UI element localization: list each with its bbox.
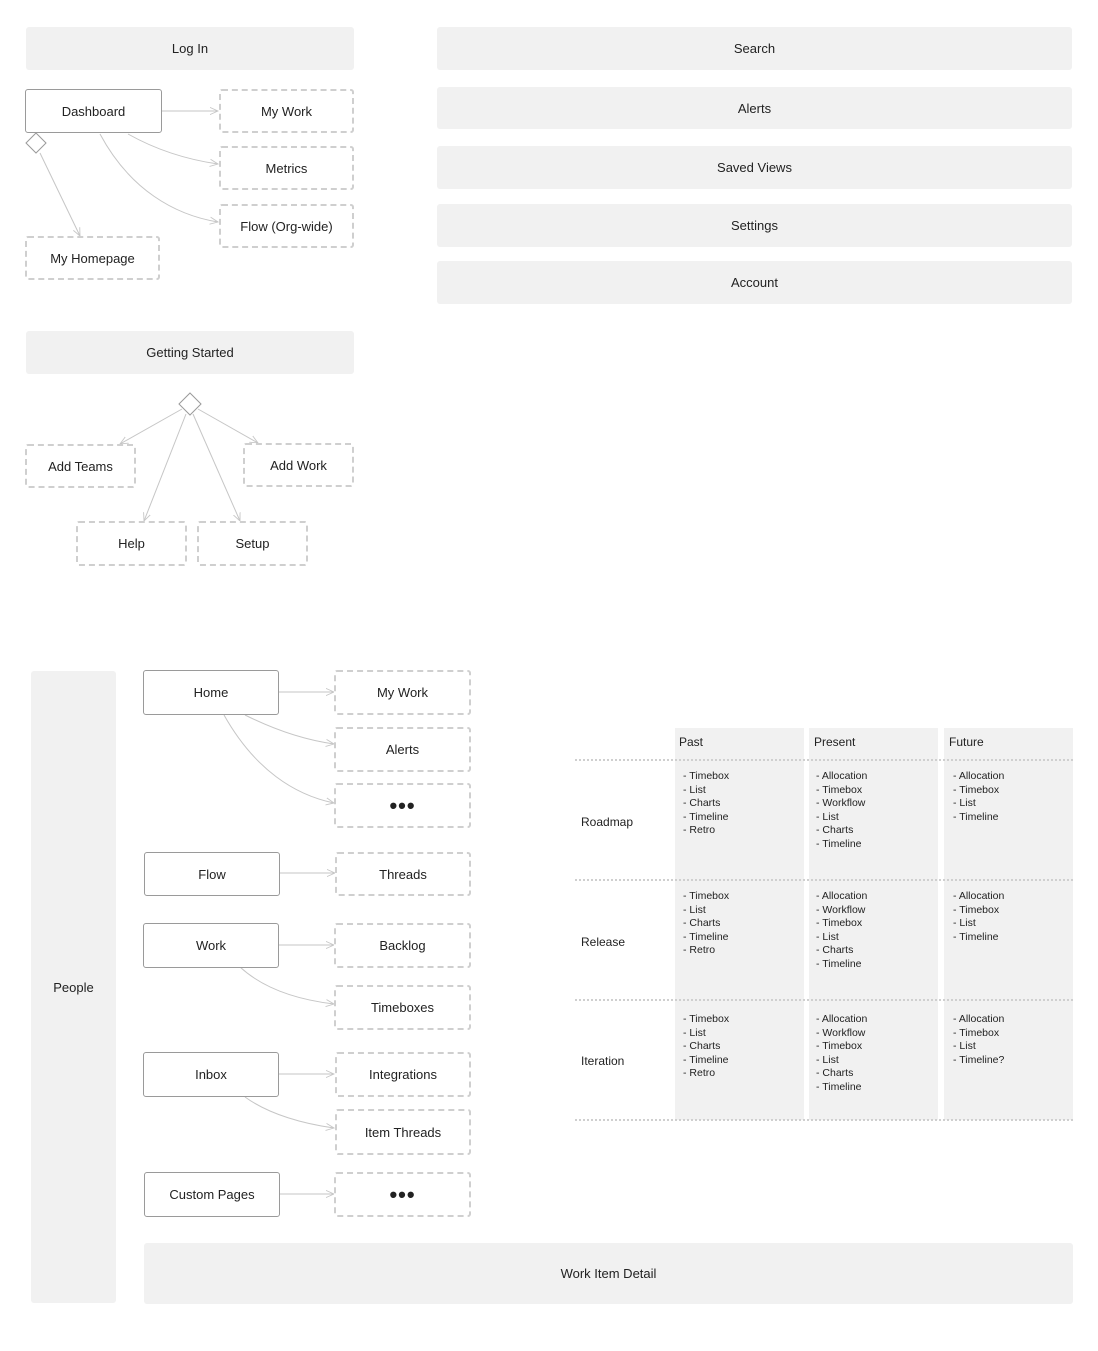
backlog-label: Backlog xyxy=(379,938,426,953)
matrix-divider xyxy=(575,759,1073,761)
alerts-label: Alerts xyxy=(737,100,772,116)
row-label-roadmap: Roadmap xyxy=(581,815,634,829)
add-teams-node xyxy=(25,444,136,488)
my-work-label: My Work xyxy=(260,103,313,119)
home-alerts-label: Alerts xyxy=(385,742,420,757)
add-teams-label: Add Teams xyxy=(48,458,113,474)
row-label-iteration: Iteration xyxy=(581,1054,625,1068)
matrix-cell-iteration-present: - Allocation - Workflow - Timebox - List - Charts - Timeline xyxy=(816,1013,868,1093)
row-label-release: Release xyxy=(581,935,626,949)
alerts-node xyxy=(437,87,1072,129)
home-my-work-node xyxy=(334,670,471,715)
home-more-node xyxy=(334,783,471,828)
decision-diamond-dashboard xyxy=(26,133,46,153)
saved-views-node xyxy=(437,146,1072,189)
matrix-cell-roadmap-past: - Timebox - List - Charts - Timeline - Retro xyxy=(683,770,730,837)
getting-started-label: Getting Started xyxy=(146,345,234,360)
dashboard-node xyxy=(25,89,162,133)
help-node xyxy=(76,521,187,566)
add-work-label: Add Work xyxy=(270,457,327,473)
column-header-past: Past xyxy=(679,735,704,749)
work-item-detail-label: Work Item Detail xyxy=(560,1266,657,1281)
dashboard-label: Dashboard xyxy=(61,103,126,119)
metrics-label: Metrics xyxy=(265,160,308,176)
integrations-label: Integrations xyxy=(369,1067,437,1082)
more-dots: ••• xyxy=(389,1181,416,1207)
matrix-divider xyxy=(575,999,1073,1001)
integrations-node xyxy=(335,1052,471,1097)
matrix-cell-release-present: - Allocation - Workflow - Timebox - List - Charts - Timeline xyxy=(816,890,868,970)
people-column xyxy=(31,671,116,1303)
work-item-detail-node xyxy=(144,1243,1073,1304)
inbox-node xyxy=(143,1052,279,1097)
threads-node xyxy=(335,852,471,896)
flow-org-label: Flow (Org-wide) xyxy=(240,218,333,234)
matrix-cell-iteration-past: - Timebox - List - Charts - Timeline - Retro xyxy=(683,1013,730,1080)
matrix-cell-release-future: - Allocation - Timebox - List - Timeline xyxy=(953,890,1005,943)
account-label: Account xyxy=(731,275,778,290)
flow-label: Flow xyxy=(198,866,226,882)
home-alerts-node xyxy=(334,727,471,772)
people-label: People xyxy=(53,979,94,995)
log-in-node xyxy=(26,27,354,70)
work-node xyxy=(143,923,279,968)
matrix-cell-iteration-future: - Allocation - Timebox - List - Timeline? xyxy=(953,1013,1005,1066)
timeboxes-label: Timeboxes xyxy=(370,1000,435,1015)
decision-diamond-getting-started xyxy=(179,393,201,415)
search-node xyxy=(437,27,1072,70)
inbox-label: Inbox xyxy=(195,1067,227,1082)
backlog-node xyxy=(334,923,471,968)
settings-label: Settings xyxy=(731,218,778,233)
matrix-divider xyxy=(575,879,1073,881)
item-threads-node xyxy=(335,1109,471,1155)
timeboxes-node xyxy=(334,985,471,1030)
custom-pages-node xyxy=(144,1172,280,1217)
search-label: Search xyxy=(733,41,776,56)
matrix-cell-release-past: - Timebox - List - Charts - Timeline - Retro xyxy=(683,890,730,957)
matrix-cell-roadmap-future: - Allocation - Timebox - List - Timeline xyxy=(953,770,1005,823)
home-my-work-label: My Work xyxy=(376,685,429,700)
threads-label: Threads xyxy=(379,866,427,882)
my-homepage-node xyxy=(25,236,160,280)
metrics-node xyxy=(219,146,354,190)
flow-org-node xyxy=(219,204,354,248)
help-label: Help xyxy=(118,536,145,551)
item-threads-label: Item Threads xyxy=(364,1124,442,1140)
more-dots: ••• xyxy=(389,792,416,818)
home-node xyxy=(143,670,279,715)
getting-started-node xyxy=(26,331,354,374)
log-in-label: Log In xyxy=(171,41,209,56)
setup-label: Setup xyxy=(235,536,270,551)
my-homepage-label: My Homepage xyxy=(50,250,135,266)
flow-node xyxy=(144,852,280,896)
account-node xyxy=(437,261,1072,304)
custom-pages-label: Custom Pages xyxy=(169,1187,255,1202)
matrix-divider xyxy=(575,1119,1073,1121)
matrix-cell-roadmap-present: - Allocation - Timebox - Workflow - List - Charts - Timeline xyxy=(816,770,868,850)
add-work-node xyxy=(243,443,354,487)
my-work-node xyxy=(219,89,354,133)
saved-views-label: Saved Views xyxy=(717,160,792,175)
column-header-future: Future xyxy=(949,735,984,749)
settings-node xyxy=(437,204,1072,247)
custom-more-node xyxy=(334,1172,471,1217)
work-label: Work xyxy=(195,938,227,953)
home-label: Home xyxy=(193,685,229,700)
column-header-present: Present xyxy=(814,735,856,749)
setup-node xyxy=(197,521,308,566)
